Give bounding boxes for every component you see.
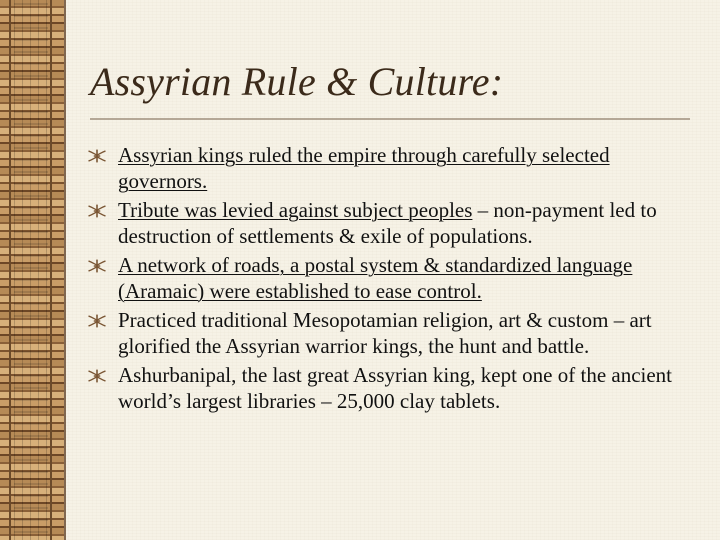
bullet-text-4	[118, 308, 652, 358]
tribal-bullet-icon	[88, 149, 106, 163]
bullet-4-segment-1: Practiced traditional Mesopotamian religion, art & custom – art glorified the Assyrian warrior kings, the hunt and battle.	[118, 308, 652, 358]
bullet-text-3	[118, 253, 632, 303]
bullet-2-segment-1: Tribute was levied against subject peoples	[118, 198, 473, 222]
tribal-bullet-icon	[88, 204, 106, 218]
bullet-item-2	[88, 197, 690, 249]
bullet-item-1	[88, 142, 690, 194]
bullet-text-2	[118, 198, 657, 248]
slide-title: Assyrian Rule & Culture:	[90, 59, 504, 104]
bullet-text-1	[118, 143, 610, 193]
bullet-list	[88, 142, 690, 414]
tribal-bullet-icon	[88, 314, 106, 328]
bullet-item-3	[88, 252, 690, 304]
bullet-item-4	[88, 307, 690, 359]
bullet-3-segment-1: A network of roads, a postal system & standardized language (Aramaic) were established to ease control.	[118, 253, 633, 303]
left-border-shadow	[64, 0, 66, 540]
bullet-text-5	[118, 363, 672, 413]
decorative-left-border-pattern	[14, 0, 48, 540]
bullet-2-segment-2: – non-payment led to destruction of settlements & exile of populations.	[118, 198, 657, 248]
tribal-bullet-icon	[88, 259, 106, 273]
title-divider	[90, 118, 690, 120]
bullet-5-segment-1: Ashurbanipal, the last great Assyrian king, kept one of the ancient world’s largest libraries – 25,000 clay tablets.	[118, 363, 673, 413]
bullet-1-segment-1: Assyrian kings ruled the empire through carefully selected governors.	[118, 143, 610, 193]
bullet-item-5	[88, 362, 690, 414]
tribal-bullet-icon	[88, 369, 106, 383]
